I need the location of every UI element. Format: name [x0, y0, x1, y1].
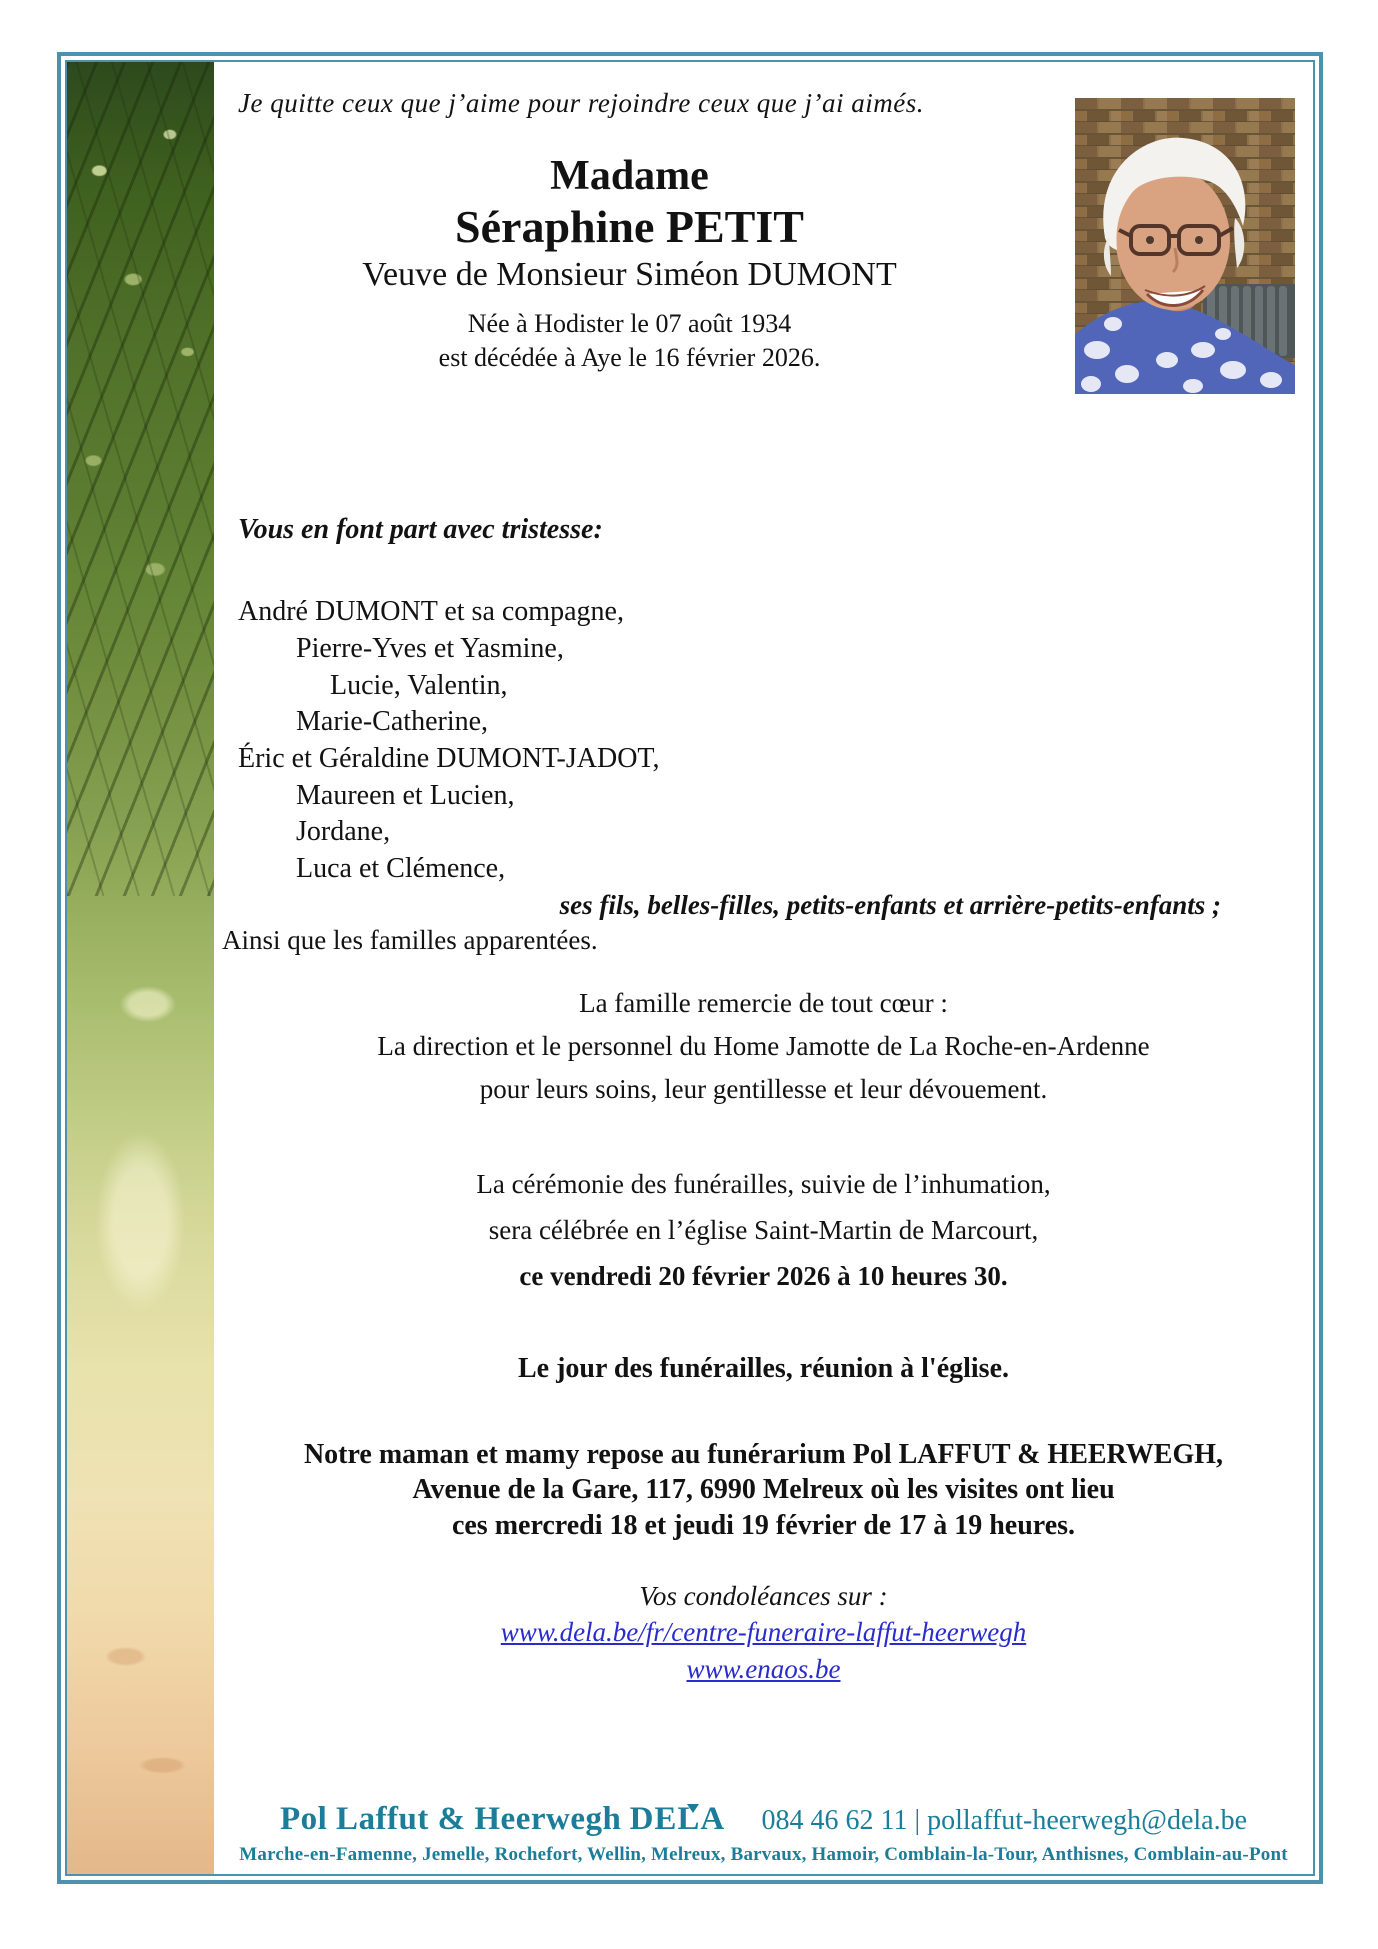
funerarium-line: Avenue de la Gare, 117, 6990 Melreux où les visites ont lieu [412, 1474, 1115, 1506]
condolence-link-enaos[interactable]: www.enaos.be [686, 1654, 841, 1685]
title-madame: Madame [550, 153, 709, 199]
thanks-line: La famille remercie de tout cœur : [579, 987, 948, 1018]
thanks-line: La direction et le personnel du Home Jamotte de La Roche-en-Ardenne [377, 1031, 1150, 1062]
ceremony-date-line: ce vendredi 20 février 2026 à 10 heures 30. [519, 1261, 1008, 1292]
memorial-quote: Je quitte ceux que j’aime pour rejoindre ceux que j’ai aimés. [238, 88, 925, 118]
birth-line: Née à Hodister le 07 août 1934 [467, 308, 792, 338]
condolences-label: Vos condoléances sur : [639, 1580, 888, 1611]
thanks-line: pour leurs soins, leur gentillesse et leur dévouement. [479, 1074, 1048, 1105]
birth-death-dates [214, 307, 1045, 375]
ceremony-block [214, 1167, 1313, 1294]
thanks-block [214, 986, 1313, 1107]
funerarium-line: Notre maman et mamy repose au funérarium Pol LAFFUT & HEERWEGH, [303, 1438, 1224, 1470]
footer [214, 1800, 1313, 1866]
footer-locations: Marche-en-Famenne, Jemelle, Rochefort, Wellin, Melreux, Barvaux, Hamoir, Comblain-la-Tour, Anthisnes, Comblain-au-Pont [239, 1844, 1288, 1865]
footer-contact [762, 1805, 1248, 1836]
brand-name: Pol Laffut & Heerwegh [279, 1801, 622, 1838]
relation-line: ses fils, belles-filles, petits-enfants et arrière-petits-enfants ; [559, 889, 1221, 920]
family-member: Éric et Géraldine DUMONT-JADOT, [238, 743, 660, 775]
forest-path-image [67, 62, 214, 1874]
family-list [238, 594, 1313, 887]
footer-separator: | [914, 1805, 921, 1837]
ceremony-line: sera célébrée en l’église Saint-Martin de Marcourt, [488, 1215, 1039, 1246]
widow-line: Veuve de Monsieur Siméon DUMONT [362, 256, 897, 294]
footer-phone: 084 46 62 11 [761, 1805, 908, 1837]
deceased-name: Séraphine PETIT [455, 201, 804, 253]
announcement-intro: Vous en font part avec tristesse: [238, 514, 603, 546]
card-inner-frame [65, 60, 1315, 1876]
family-member: Pierre-Yves et Yasmine, [296, 633, 564, 665]
family-member: Lucie, Valentin, [330, 669, 508, 701]
family-member: André DUMONT et sa compagne, [238, 596, 624, 628]
dela-logo: DELA [629, 1801, 726, 1838]
footer-brand-line [214, 1800, 1313, 1840]
condolences-block [214, 1578, 1313, 1688]
death-line: est décédée à Aye le 16 février 2026. [438, 342, 821, 372]
title-block [214, 151, 1045, 374]
card-frame [57, 52, 1323, 1884]
footer-email: pollaffut-heerwegh@dela.be [927, 1805, 1248, 1837]
family-member: Jordane, [296, 816, 391, 848]
family-member: Luca et Clémence, [296, 853, 506, 885]
ceremony-line: La cérémonie des funérailles, suivie de l’inhumation, [476, 1169, 1051, 1200]
meeting-line: Le jour des funérailles, réunion à l'église. [517, 1352, 1010, 1384]
condolence-link-dela[interactable]: www.dela.be/fr/centre-funeraire-laffut-heerwegh [500, 1617, 1027, 1648]
funerarium-block [214, 1437, 1313, 1544]
portrait-photo [1075, 98, 1295, 394]
family-member: Maureen et Lucien, [296, 779, 515, 811]
card-content [214, 62, 1313, 1874]
family-member: Marie-Catherine, [296, 706, 489, 738]
related-families-line: Ainsi que les familles apparentées. [222, 924, 598, 955]
funerarium-line: ces mercredi 18 et jeudi 19 février de 17 à 19 heures. [451, 1510, 1076, 1542]
